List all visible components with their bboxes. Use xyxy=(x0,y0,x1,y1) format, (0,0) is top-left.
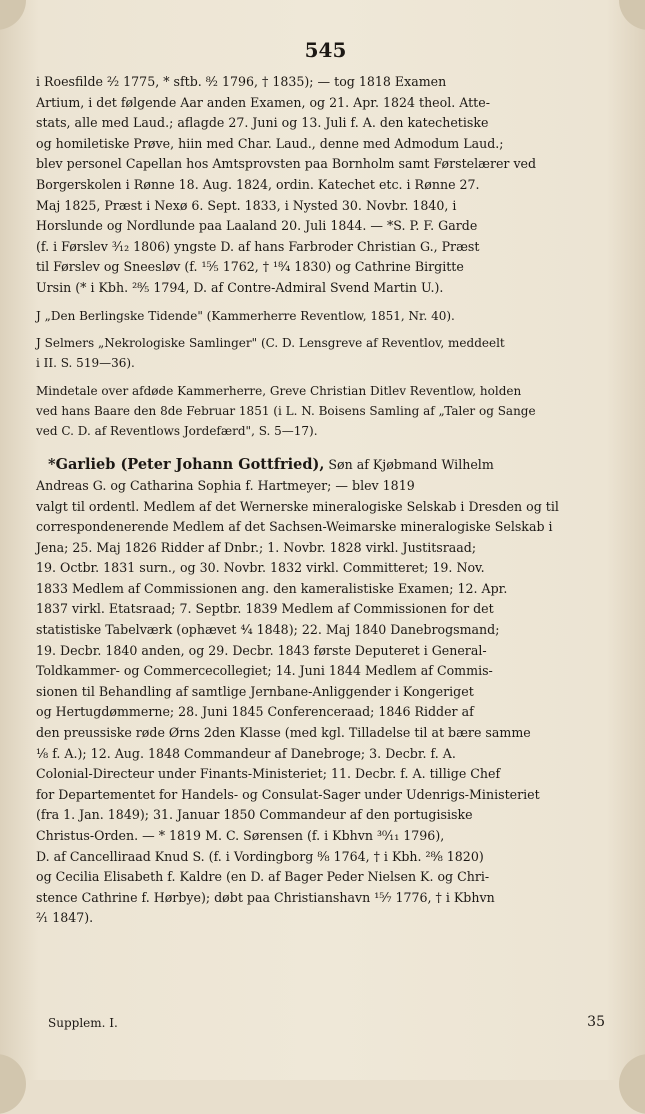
text-line: (f. i Førslev ³⁄₁₂ 1806) yngste D. af hans Farbroder Christian G., Præst xyxy=(36,238,480,254)
text-line: Borgerskolen i Rønne 18. Aug. 1824, ordin. Katechet etc. i Rønne 27. xyxy=(36,176,480,192)
text-line: for Departementet for Handels- og Consulat-Sager under Udenrigs-Ministeriet xyxy=(36,786,540,802)
text-line: Ursin (* i Kbh. ²⁸⁄₅ 1794, D. af Contre-Admiral Svend Martin U.). xyxy=(36,279,444,295)
reference-berlingske xyxy=(36,307,615,327)
text-line: Toldkammer- og Commercecollegiet; 14. Juni 1844 Medlem af Commis- xyxy=(36,663,493,679)
text-line: ved hans Baare den 8de Februar 1851 (i L. N. Boisens Samling af „Taler og Sange xyxy=(36,403,536,418)
text-line: Colonial-Directeur under Finants-Ministeriet; 11. Decbr. f. A. tillige Chef xyxy=(36,766,501,782)
text-line: 1837 virkl. Etatsraad; 7. Septbr. 1839 Medlem af Commissionen for det xyxy=(36,601,494,617)
text-line: Jena; 25. Maj 1826 Ridder af Dnbr.; 1. Novbr. 1828 virkl. Justitsraad; xyxy=(36,539,477,555)
reference-selmer xyxy=(36,334,615,374)
entry-headword: *Garlieb (Peter Johann Gottfried), xyxy=(48,456,325,474)
entry-garlieb-body xyxy=(36,476,615,929)
text-line: Artium, i det følgende Aar anden Examen, og 21. Apr. 1824 theol. Atte- xyxy=(36,94,490,110)
text-line: stence Cathrine f. Hørbye); døbt paa Christianshavn ¹⁵⁄₇ 1776, † i Kbhvn xyxy=(36,889,495,905)
text-line: Horslunde og Nordlunde paa Laaland 20. Juli 1844. — *S. P. F. Garde xyxy=(36,218,478,234)
text-line: stats, alle med Laud.; aflagde 27. Juni og 13. Juli f. A. den katechetiske xyxy=(36,115,489,131)
text-line: valgt til ordentl. Medlem af det Wernerske mineralogiske Selskab i Dresden og til xyxy=(36,498,559,514)
entry-first-line-rest: Søn af Kjøbmand Wilhelm xyxy=(324,457,494,473)
page-corner-tl xyxy=(0,0,26,30)
text-line: og Cecilia Elisabeth f. Kaldre (en D. af Bager Peder Nielsen K. og Chri- xyxy=(36,869,490,885)
text-line: blev personel Capellan hos Amtsprovsten paa Bornholm samt Førstelærer ved xyxy=(36,156,537,172)
text-line: J „Den Berlingske Tidende" (Kammerherre Reventlow, 1851, Nr. 40). xyxy=(36,308,455,323)
page-corner-br xyxy=(619,1054,645,1114)
page-number: 545 xyxy=(304,38,347,62)
text-line: i II. S. 519—36). xyxy=(36,356,135,371)
text-line: ved C. D. af Reventlows Jordefærd", S. 5—17). xyxy=(36,423,318,438)
reference-mindetale xyxy=(36,382,615,441)
text-line: statistiske Tabelværk (ophævet ⁴⁄₄ 1848); 22. Maj 1840 Danebrogsmand; xyxy=(36,622,500,638)
entry-garlieb-first-line xyxy=(36,455,615,476)
text-line: den preussiske røde Ørns 2den Klasse (med kgl. Tilladelse til at bære samme xyxy=(36,725,531,741)
text-line: i Roesfilde ²⁄₂ 1775, * sftb. ⁸⁄₂ 1796, † 1835); — tog 1818 Examen xyxy=(36,74,447,89)
text-line: Maj 1825, Præst i Nexø 6. Sept. 1833, i Nysted 30. Novbr. 1840, i xyxy=(36,197,457,213)
text-line: ²⁄₁ 1847). xyxy=(36,910,94,926)
text-line: til Førslev og Sneesløv (f. ¹⁵⁄₅ 1762, † ¹⁸⁄₄ 1830) og Cathrine Birgitte xyxy=(36,259,464,275)
leaf-number: 35 xyxy=(587,1014,605,1030)
text-line: og homiletiske Prøve, hiin med Char. Laud., denne med Admodum Laud.; xyxy=(36,135,504,151)
text-line: (fra 1. Jan. 1849); 31. Januar 1850 Commandeur af den portugisiske xyxy=(36,807,473,823)
text-line: 1833 Medlem af Commissionen ang. den kameralistiske Examen; 12. Apr. xyxy=(36,580,508,596)
text-line: 19. Octbr. 1831 surn., og 30. Novbr. 1832 virkl. Committeret; 19. Nov. xyxy=(36,560,485,576)
text-line: ¹⁄₈ f. A.); 12. Aug. 1848 Commandeur af Danebroge; 3. Decbr. f. A. xyxy=(36,745,456,761)
text-line: J Selmers „Nekrologiske Samlinger" (C. D. Lensgreve af Reventlov, meddeelt xyxy=(36,336,505,351)
text-line: Christus-Orden. — * 1819 M. C. Sørensen (f. i Kbhvn ³⁰⁄₁₁ 1796), xyxy=(36,828,445,843)
text-line: Andreas G. og Catharina Sophia f. Hartmeyer; — blev 1819 xyxy=(36,477,415,493)
text-line: D. af Cancelliraad Knud S. (f. i Vordingborg ⁸⁄₈ 1764, † i Kbh. ²⁸⁄₈ 1820) xyxy=(36,848,484,864)
text-line: 19. Decbr. 1840 anden, og 29. Decbr. 1843 første Deputeret i General- xyxy=(36,642,487,658)
text-line: correspondenerende Medlem af det Sachsen-Weimarske mineralogiske Selskab i xyxy=(36,519,553,535)
text-line: Mindetale over afdøde Kammerherre, Greve Christian Ditlev Reventlow, holden xyxy=(36,383,522,398)
entry-continuation xyxy=(36,72,615,299)
signature-mark: Supplem. I. xyxy=(48,1016,118,1030)
page-corner-tr xyxy=(619,0,645,30)
page-corner-bl xyxy=(0,1054,26,1114)
text-line: og Hertugdømmerne; 28. Juni 1845 Conferenceraad; 1846 Ridder af xyxy=(36,704,474,720)
entry-garlieb xyxy=(36,455,615,929)
text-line: sionen til Behandling af samtlige Jernbane-Anliggender i Kongeriget xyxy=(36,683,474,699)
